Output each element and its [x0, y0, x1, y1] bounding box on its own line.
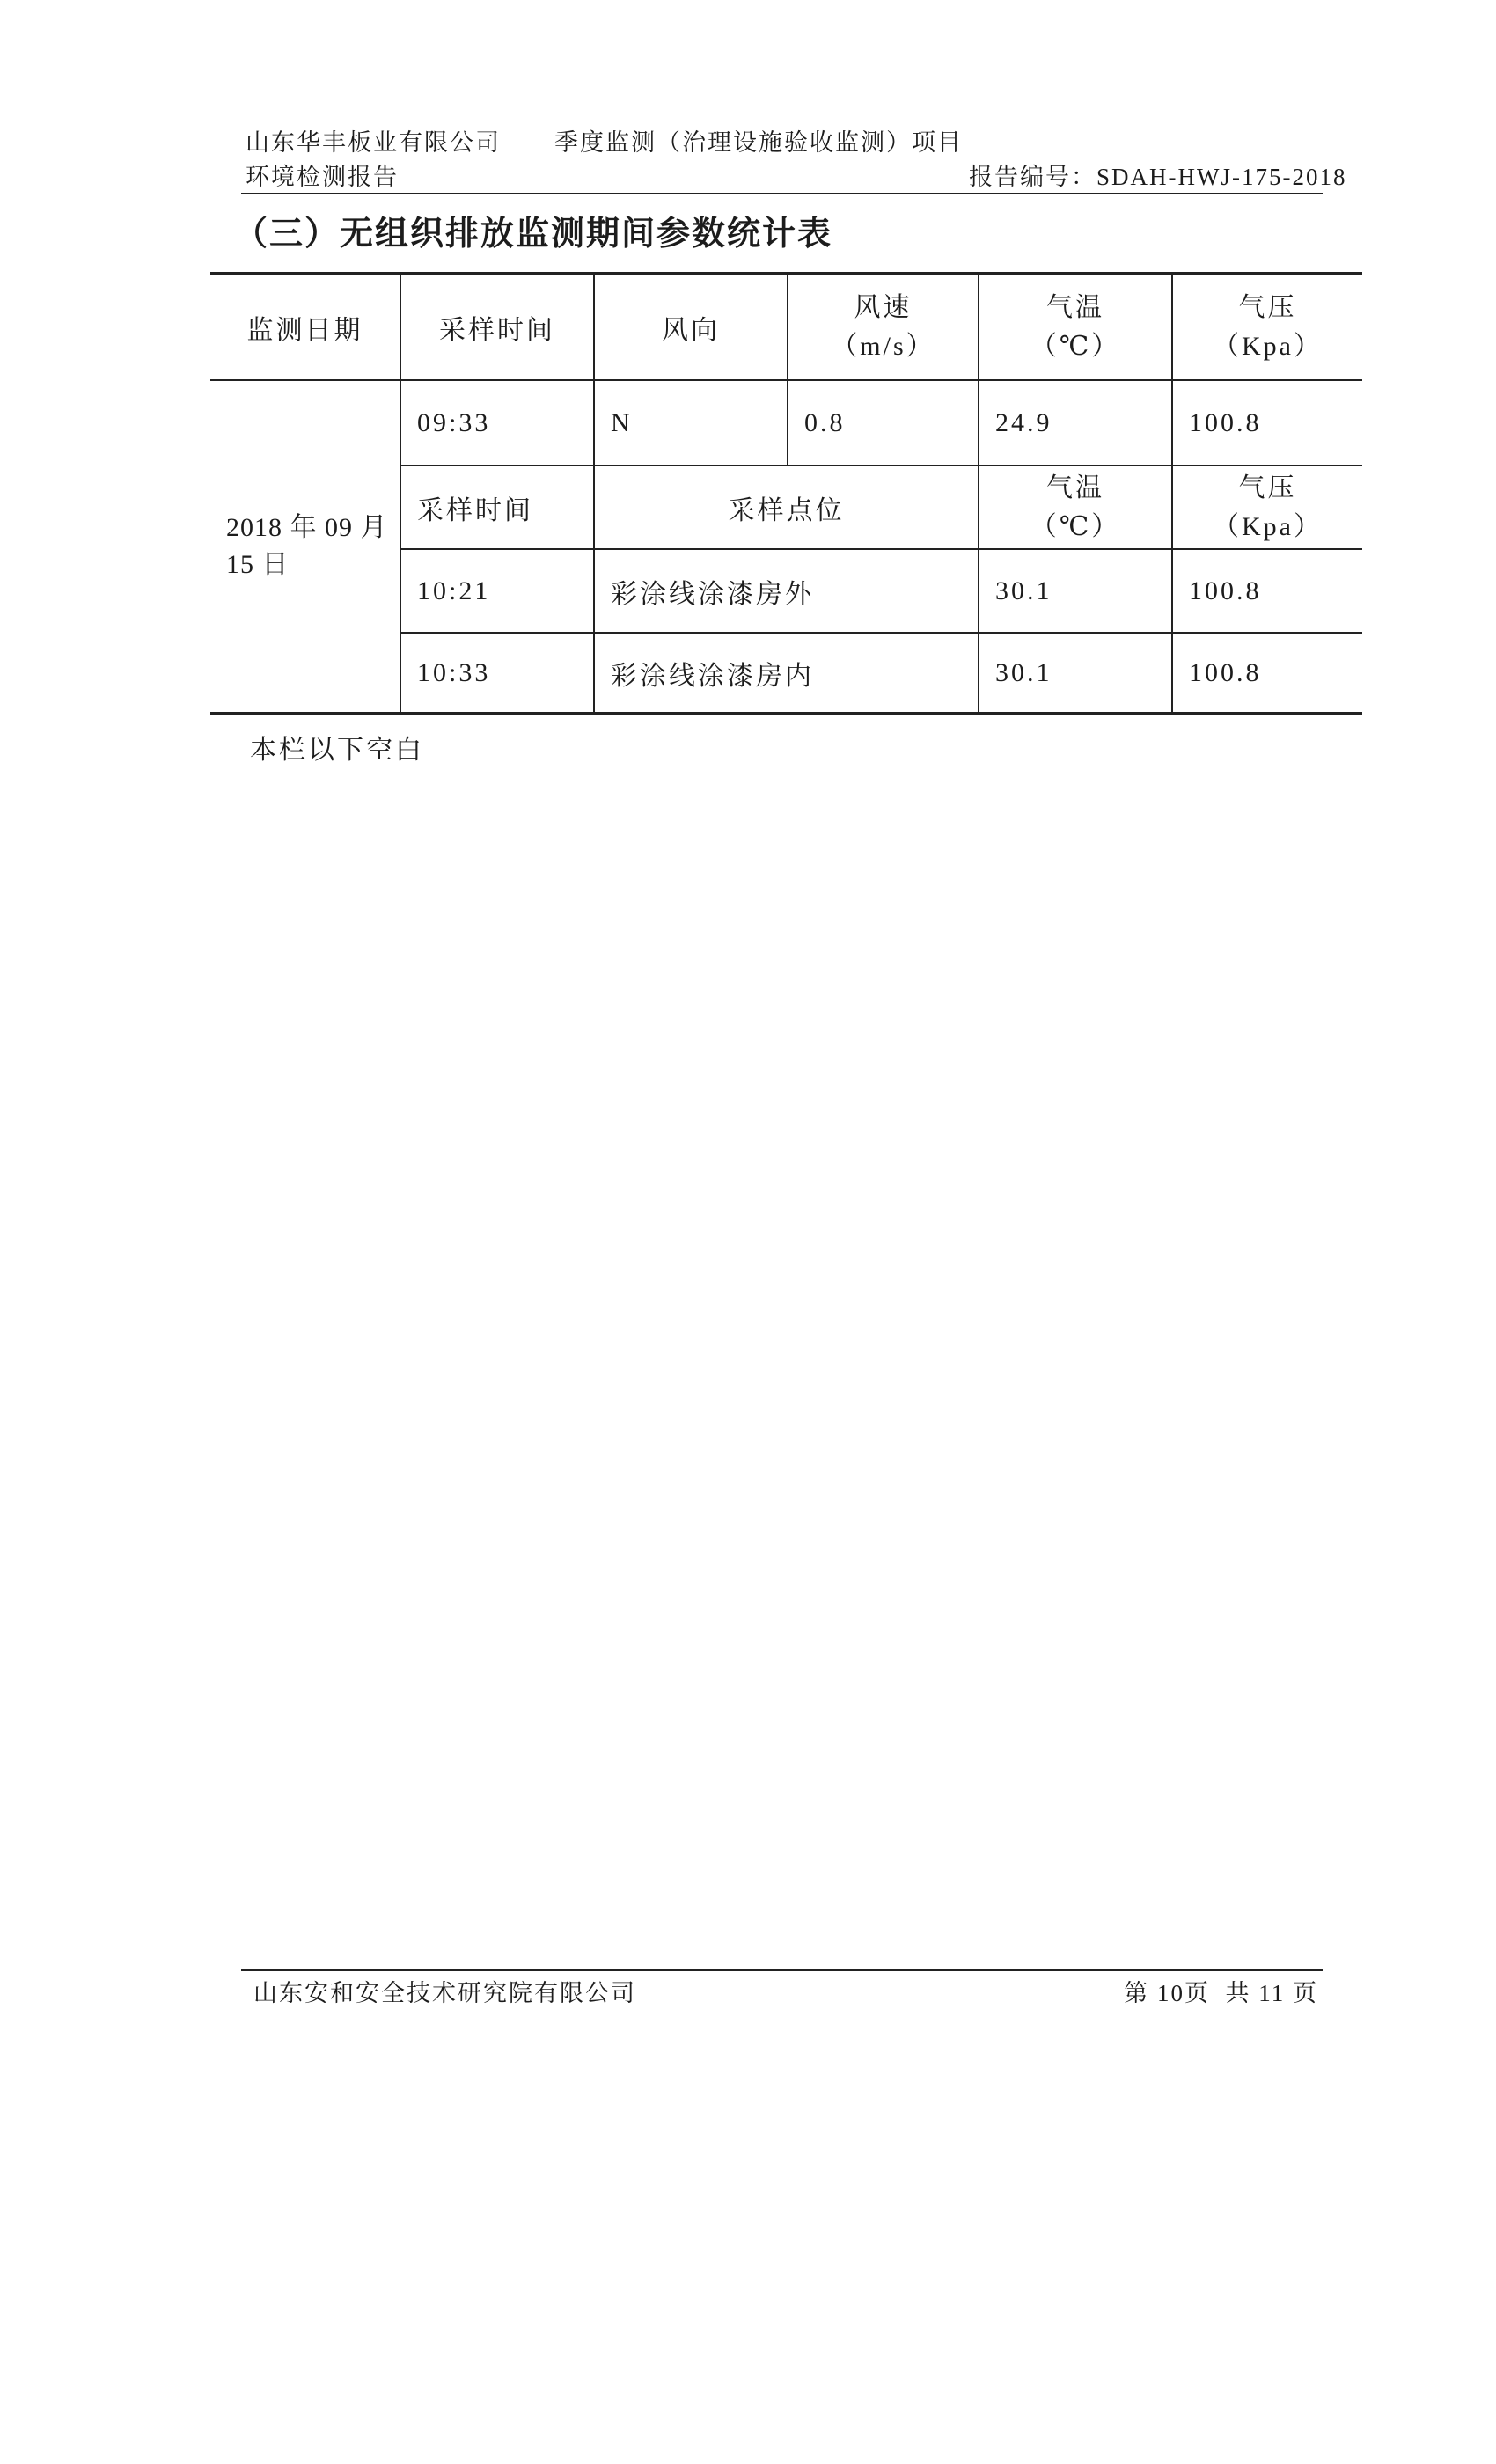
sample-time: 10:21: [400, 549, 594, 633]
col-header-wind-direction: 风向: [594, 274, 788, 380]
header-project: 季度监测（治理设施验收监测）项目: [554, 129, 963, 156]
report-number-value: SDAH-HWJ-175-2018: [1096, 164, 1347, 190]
meteo-wind-speed: 0.8: [788, 380, 979, 466]
meteo-time: 09:33: [400, 380, 594, 466]
blank-below-note: 本栏以下空白: [250, 736, 424, 765]
pressure-unit: （Kpa）: [1213, 332, 1323, 361]
header-company: 山东华丰板业有限公司: [246, 129, 501, 156]
subheader-pressure-label: 气压: [1238, 473, 1297, 502]
table-row: [210, 380, 1362, 466]
sample-location: 彩涂线涂漆房内: [594, 633, 979, 714]
temperature-label: 气温: [1046, 293, 1104, 322]
footer-rule: [241, 1969, 1323, 1971]
monitoring-date-line-2: 15 日: [226, 550, 290, 579]
sample-time: 10:33: [400, 633, 594, 714]
col-header-time: 采样时间: [400, 274, 594, 380]
report-number-label: 报告编号：: [969, 164, 1096, 190]
section-title: （三）无组织排放监测期间参数统计表: [234, 216, 833, 253]
subheader-location: 采样点位: [594, 466, 979, 549]
monitoring-date-cell: [210, 380, 400, 714]
subheader-pressure: [1172, 466, 1362, 549]
sample-temperature: 30.1: [979, 549, 1172, 633]
parameter-table: [210, 272, 1362, 715]
wind-speed-label: 风速: [854, 293, 913, 322]
meteo-temperature: 24.9: [979, 380, 1172, 466]
header-rule: [241, 193, 1323, 194]
monitoring-date-line-1: 2018 年 09 月: [226, 513, 388, 542]
table-header-row: [210, 274, 1362, 380]
col-header-pressure: [1172, 274, 1362, 380]
temperature-unit: （℃）: [1030, 332, 1121, 361]
col-header-temperature: [979, 274, 1172, 380]
subheader-temperature: [979, 466, 1172, 549]
sample-pressure: 100.8: [1172, 549, 1362, 633]
col-header-date: 监测日期: [210, 274, 400, 380]
subheader-time: 采样时间: [400, 466, 594, 549]
footer-organization: 山东安和安全技术研究院有限公司: [253, 1980, 636, 2006]
subheader-temperature-label: 气温: [1046, 473, 1104, 502]
wind-speed-unit: （m/s）: [831, 332, 935, 361]
header-report-number: [969, 161, 1347, 193]
subheader-pressure-unit: （Kpa）: [1213, 511, 1323, 541]
pressure-label: 气压: [1238, 293, 1297, 322]
header-report-type: 环境检测报告: [246, 164, 399, 190]
meteo-wind-direction: N: [594, 380, 788, 466]
sample-pressure: 100.8: [1172, 633, 1362, 714]
meteo-pressure: 100.8: [1172, 380, 1362, 466]
col-header-wind-speed: [788, 274, 979, 380]
sample-temperature: 30.1: [979, 633, 1172, 714]
sample-location: 彩涂线涂漆房外: [594, 549, 979, 633]
footer-page-info: 第 10页 共 11 页: [1124, 1980, 1318, 2006]
subheader-temperature-unit: （℃）: [1030, 511, 1121, 541]
